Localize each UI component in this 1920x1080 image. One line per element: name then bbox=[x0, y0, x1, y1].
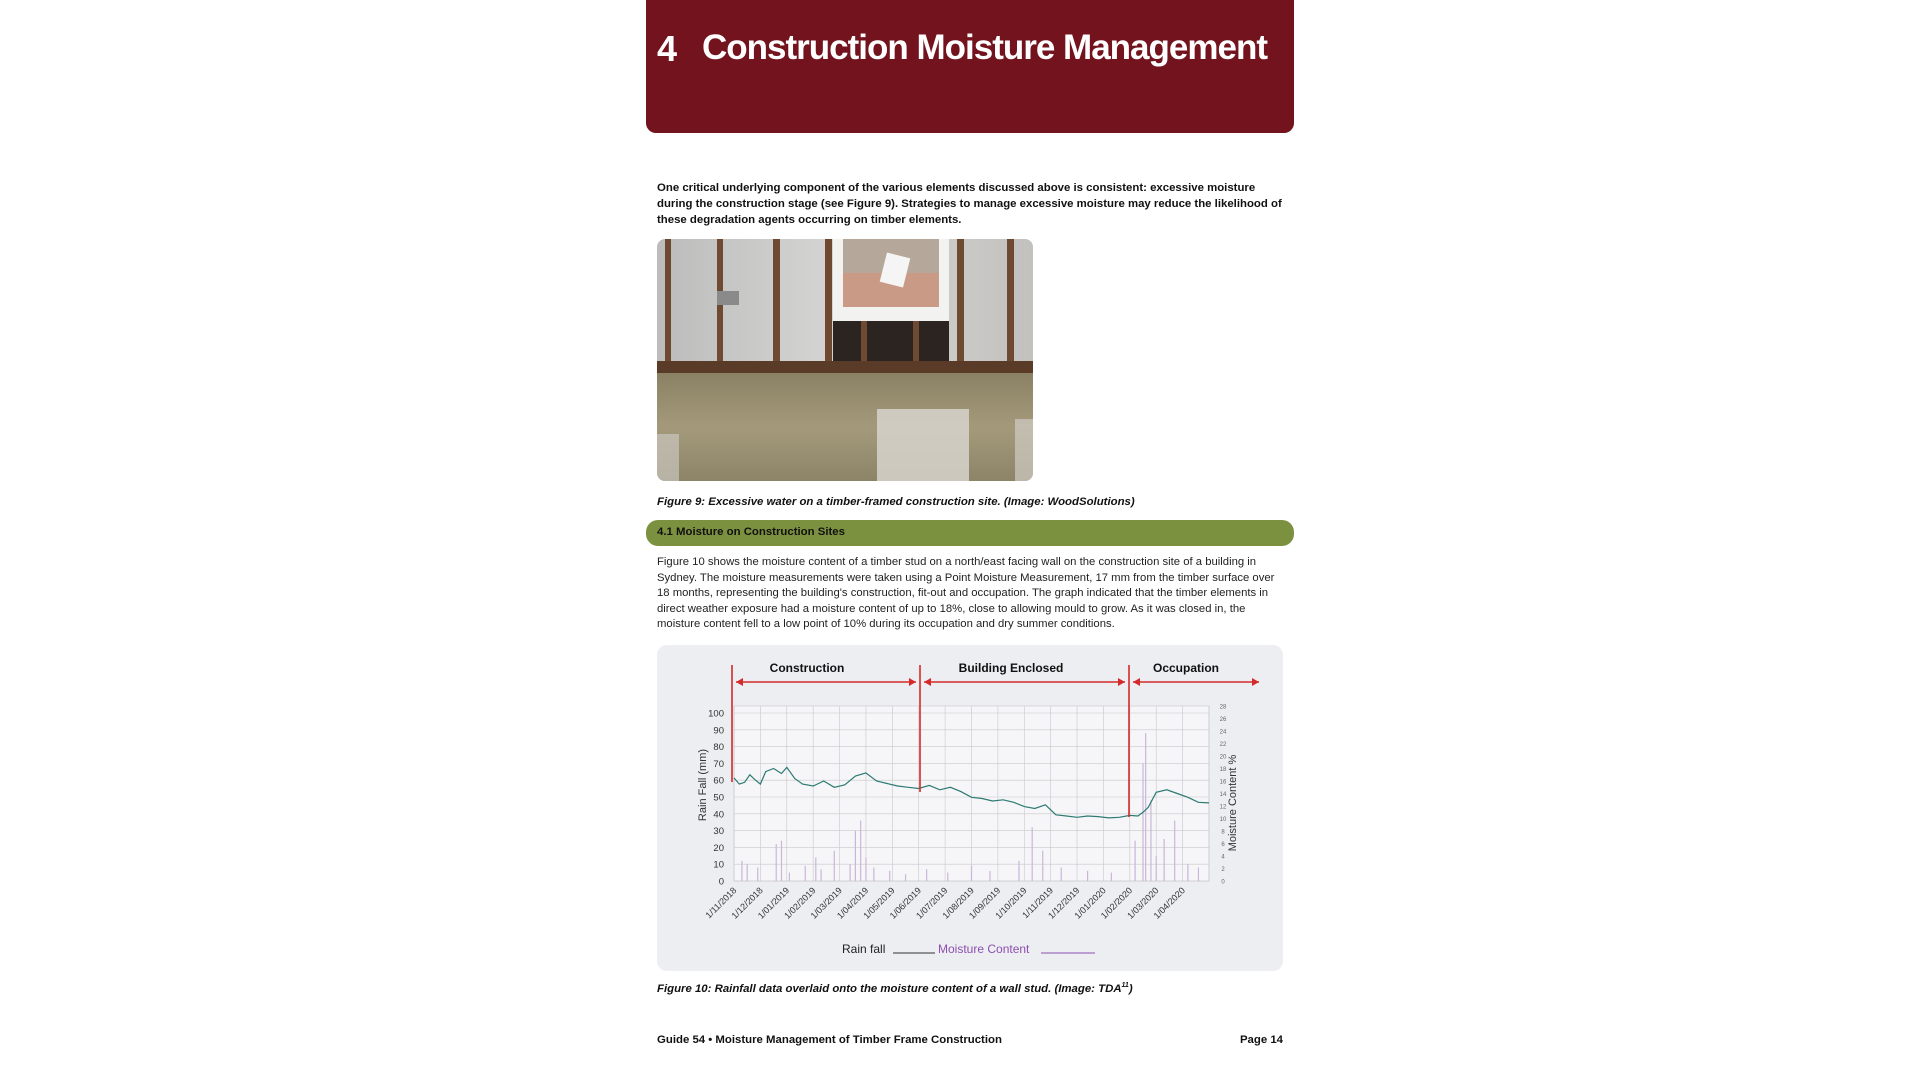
y2-tick-label: 0 bbox=[1221, 879, 1225, 886]
section-heading-bar bbox=[646, 520, 1294, 546]
section-body-text: Figure 10 shows the moisture content of a timber stud on a north/east facing wall on the construction site of a building in Sydney. The moisture measurements were taken using a Point Moisture Measurement, 17 mm from the timber surface over 18 months, representing the building's construction, fit-out and occupation. The graph indicated that the timber elements in direct weather exposure had a moisture content of up to 18%, close to allowing mould to grow. As it was closed in, the moisture content fell to a low point of 10% during its occupation and dry summer conditions. bbox=[657, 556, 1275, 630]
figure9-caption: Figure 9: Excessive water on a timber-framed construction site. (Image: WoodSolutions) bbox=[657, 496, 1135, 508]
wet-construction-site-image bbox=[657, 239, 1033, 481]
section-heading: 4.1 Moisture on Construction Sites bbox=[657, 526, 845, 538]
y2-tick-label: 14 bbox=[1219, 792, 1227, 798]
y-axis-label: Rain Fall (mm) bbox=[697, 748, 709, 822]
x-tick-label: 1/12/2018 bbox=[729, 885, 765, 921]
y-tick-label: 40 bbox=[713, 809, 724, 821]
y-tick-label: 10 bbox=[713, 859, 724, 871]
y2-tick-label: 8 bbox=[1221, 829, 1225, 836]
figure10-chart bbox=[657, 645, 1283, 971]
phase-arrow-head-right bbox=[1118, 678, 1125, 686]
y-tick-label: 100 bbox=[708, 708, 724, 720]
y-tick-label: 20 bbox=[713, 842, 724, 854]
rainfall-moisture-chart bbox=[657, 645, 1283, 971]
y2-tick-label: 24 bbox=[1219, 729, 1227, 736]
figure10-caption bbox=[657, 982, 1133, 995]
y2-tick-label: 2 bbox=[1221, 867, 1225, 873]
phase-arrow-head-left bbox=[736, 678, 743, 686]
legend-rain-label: Rain fall bbox=[842, 942, 886, 956]
y2-axis-label: Moisture Content % bbox=[1227, 754, 1239, 852]
x-tick-label: 1/10/2019 bbox=[993, 885, 1029, 921]
x-tick-label: 1/04/2019 bbox=[834, 885, 871, 921]
y2-tick-label: 26 bbox=[1219, 717, 1227, 723]
footer-guide-title: Guide 54 • Moisture Management of Timber Frame Construction bbox=[657, 1034, 1002, 1046]
document-page bbox=[646, 0, 1294, 1080]
figure9-photo bbox=[657, 239, 1033, 481]
x-tick-label: 1/11/2019 bbox=[1020, 885, 1056, 921]
x-tick-label: 1/03/2019 bbox=[808, 885, 844, 921]
y-tick-label: 90 bbox=[713, 725, 724, 737]
figure10-caption-text: Figure 10: Rainfall data overlaid onto the moisture content of a wall stud. (Image: TDA bbox=[657, 982, 1122, 995]
intro-paragraph: One critical underlying component of the various elements discussed above is consistent: excessive moisture during the construction stage (see Figure 9). Strategies to manage excessive moisture may reduce the likelihood of these degradation agents occurring on timber elements. bbox=[657, 182, 1282, 226]
x-tick-label: 1/05/2019 bbox=[861, 885, 897, 921]
y2-tick-label: 6 bbox=[1221, 842, 1225, 848]
y2-tick-label: 18 bbox=[1219, 767, 1227, 773]
y2-tick-label: 10 bbox=[1219, 817, 1227, 823]
x-tick-label: 1/02/2019 bbox=[782, 885, 818, 921]
y-tick-label: 30 bbox=[713, 826, 724, 838]
y2-tick-label: 4 bbox=[1221, 854, 1225, 861]
x-tick-label: 1/12/2019 bbox=[1046, 885, 1082, 921]
y-tick-label: 70 bbox=[713, 758, 724, 770]
figure10-caption-end: ) bbox=[1128, 982, 1133, 995]
chapter-number: 4 bbox=[657, 28, 678, 69]
phase-arrow-head-left bbox=[924, 678, 931, 686]
y2-tick-label: 20 bbox=[1219, 754, 1227, 761]
y2-tick-label: 22 bbox=[1219, 742, 1227, 748]
y-tick-label: 0 bbox=[718, 876, 724, 888]
phase-arrow-head-left bbox=[1133, 678, 1140, 686]
x-tick-label: 1/02/2020 bbox=[1098, 885, 1135, 921]
x-tick-label: 1/03/2020 bbox=[1125, 885, 1161, 921]
y-tick-label: 80 bbox=[713, 742, 724, 754]
phase-arrow-head-right bbox=[1252, 678, 1259, 686]
legend-moisture-label: Moisture Content bbox=[938, 942, 1030, 956]
x-tick-label: 1/01/2019 bbox=[755, 885, 792, 921]
figure10-caption-reference: 11 bbox=[1121, 982, 1129, 989]
chapter-header bbox=[646, 0, 1294, 133]
y2-tick-label: 28 bbox=[1219, 704, 1227, 711]
phase-label: Construction bbox=[769, 661, 845, 675]
phase-arrow-head-right bbox=[909, 678, 916, 686]
x-tick-label: 1/06/2019 bbox=[887, 885, 924, 921]
footer-page-number: Page 14 bbox=[1239, 1034, 1283, 1046]
y2-tick-label: 12 bbox=[1219, 804, 1227, 811]
phase-label: Occupation bbox=[1152, 661, 1220, 675]
y-tick-label: 50 bbox=[713, 792, 724, 804]
y-tick-label: 60 bbox=[713, 775, 724, 787]
chapter-title: Construction Moisture Management bbox=[702, 28, 1267, 67]
y2-tick-label: 16 bbox=[1219, 779, 1227, 786]
x-tick-label: 1/08/2019 bbox=[940, 885, 976, 921]
phase-label: Building Enclosed bbox=[958, 661, 1064, 675]
x-tick-label: 1/09/2019 bbox=[966, 885, 1003, 921]
x-tick-label: 1/04/2020 bbox=[1151, 885, 1188, 921]
x-tick-label: 1/01/2020 bbox=[1072, 885, 1108, 921]
x-tick-label: 1/11/2018 bbox=[703, 885, 739, 921]
x-tick-label: 1/07/2019 bbox=[914, 885, 950, 921]
